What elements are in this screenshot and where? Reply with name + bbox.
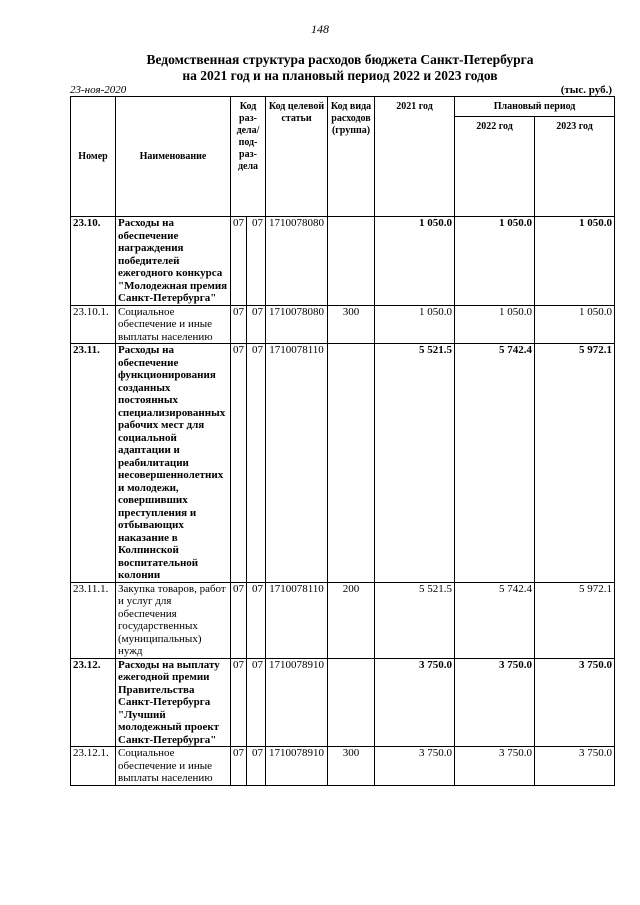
row-number: 23.11.1. xyxy=(71,582,116,658)
row-subsection: 07 xyxy=(247,582,266,658)
row-subsection: 07 xyxy=(247,344,266,583)
row-target-code: 1710078080 xyxy=(266,217,328,306)
row-amount-2022: 5 742.4 xyxy=(455,582,535,658)
row-expense-type xyxy=(328,217,375,306)
row-number: 23.11. xyxy=(71,344,116,583)
row-amount-2023: 3 750.0 xyxy=(535,658,615,747)
row-subsection: 07 xyxy=(247,217,266,306)
row-amount-2021: 1 050.0 xyxy=(375,305,455,344)
header-year-2022: 2022 год xyxy=(455,117,535,217)
row-section: 07 xyxy=(231,582,247,658)
row-target-code: 1710078110 xyxy=(266,344,328,583)
header-plan-period: Плановый период xyxy=(455,97,615,117)
row-amount-2022: 1 050.0 xyxy=(455,305,535,344)
table-row xyxy=(71,582,615,658)
row-section: 07 xyxy=(231,217,247,306)
header-section-code: Код раз-дела/ под-раз-дела xyxy=(231,97,266,217)
row-amount-2022: 3 750.0 xyxy=(455,747,535,786)
page-title xyxy=(70,52,610,84)
header-expense-type-code: Код вида расходов (группа) xyxy=(328,97,375,217)
row-amount-2023: 1 050.0 xyxy=(535,217,615,306)
row-amount-2023: 5 972.1 xyxy=(535,582,615,658)
row-name: Расходы на выплату ежегодной премии Правительства Санкт-Петербурга "Лучший молодежный проект Санкт-Петербурга" xyxy=(116,658,231,747)
budget-table xyxy=(70,96,615,786)
table-row xyxy=(71,217,615,306)
row-number: 23.12.1. xyxy=(71,747,116,786)
title-line-1: Ведомственная структура расходов бюджета Санкт-Петербурга xyxy=(146,52,534,67)
row-number: 23.10. xyxy=(71,217,116,306)
row-section: 07 xyxy=(231,344,247,583)
table-row xyxy=(71,658,615,747)
row-target-code: 1710078110 xyxy=(266,582,328,658)
row-target-code: 1710078910 xyxy=(266,658,328,747)
table-row xyxy=(71,344,615,583)
row-amount-2022: 3 750.0 xyxy=(455,658,535,747)
table-row xyxy=(71,305,615,344)
row-target-code: 1710078080 xyxy=(266,305,328,344)
row-expense-type xyxy=(328,344,375,583)
row-target-code: 1710078910 xyxy=(266,747,328,786)
row-name: Расходы на обеспечение функционирования созданных постоянных специализированных рабочих мест для социальной адаптации и реабилитации несовершеннолетних и молодежи, совершивших преступления и отбывающих наказание в Колпинской воспитательной колонии xyxy=(116,344,231,583)
row-amount-2023: 5 972.1 xyxy=(535,344,615,583)
row-expense-type: 200 xyxy=(328,582,375,658)
page-number: 148 xyxy=(311,22,329,36)
row-section: 07 xyxy=(231,305,247,344)
row-section: 07 xyxy=(231,658,247,747)
row-subsection: 07 xyxy=(247,747,266,786)
report-date: 23-ноя-2020 xyxy=(70,84,127,96)
row-amount-2022: 5 742.4 xyxy=(455,344,535,583)
row-amount-2021: 1 050.0 xyxy=(375,217,455,306)
row-amount-2022: 1 050.0 xyxy=(455,217,535,306)
title-line-2: на 2021 год и на плановый период 2022 и 2023 годов xyxy=(182,68,498,83)
table-body xyxy=(71,217,615,786)
header-target-code: Код целевой статьи xyxy=(266,97,328,217)
row-amount-2021: 3 750.0 xyxy=(375,747,455,786)
row-name: Социальное обеспечение и иные выплаты населению xyxy=(116,305,231,344)
row-subsection: 07 xyxy=(247,305,266,344)
row-name: Закупка товаров, работ и услуг для обеспечения государственных (муниципальных) нужд xyxy=(116,582,231,658)
row-name: Социальное обеспечение и иные выплаты населению xyxy=(116,747,231,786)
row-amount-2023: 3 750.0 xyxy=(535,747,615,786)
row-amount-2023: 1 050.0 xyxy=(535,305,615,344)
table-row xyxy=(71,747,615,786)
units-label: (тыс. руб.) xyxy=(560,84,612,96)
row-number: 23.10.1. xyxy=(71,305,116,344)
row-section: 07 xyxy=(231,747,247,786)
row-amount-2021: 3 750.0 xyxy=(375,658,455,747)
header-number: Номер xyxy=(71,97,116,217)
row-expense-type xyxy=(328,658,375,747)
row-expense-type: 300 xyxy=(328,747,375,786)
row-amount-2021: 5 521.5 xyxy=(375,582,455,658)
row-amount-2021: 5 521.5 xyxy=(375,344,455,583)
row-name: Расходы на обеспечение награждения победителей ежегодного конкурса "Молодежная премия Санкт-Петербурга" xyxy=(116,217,231,306)
row-number: 23.12. xyxy=(71,658,116,747)
row-subsection: 07 xyxy=(247,658,266,747)
row-expense-type: 300 xyxy=(328,305,375,344)
header-year-2023: 2023 год xyxy=(535,117,615,217)
header-year-2021: 2021 год xyxy=(375,97,455,217)
header-name: Наименование xyxy=(116,97,231,217)
